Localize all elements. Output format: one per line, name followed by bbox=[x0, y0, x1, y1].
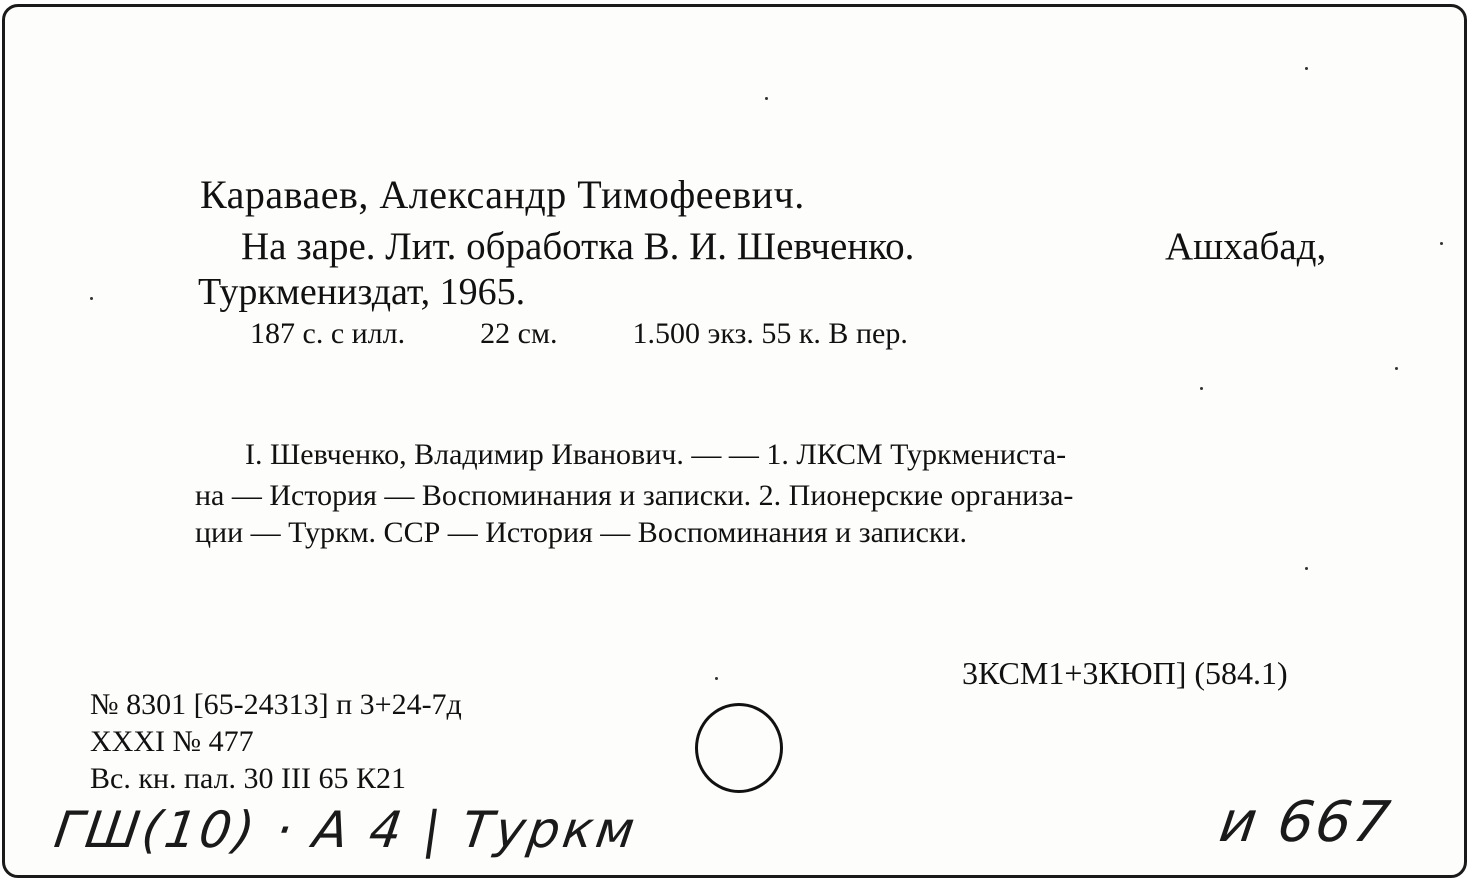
title-line: На заре. Лит. обработка В. И. Шевченко. bbox=[241, 225, 915, 268]
speck bbox=[1395, 367, 1398, 370]
meta-line: Вс. кн. пал. 30 III 65 К21 bbox=[90, 762, 407, 795]
speck bbox=[1440, 242, 1443, 245]
card-heading: Караваев, Александр Тимофеевич. bbox=[200, 172, 805, 217]
pages-text: 187 с. с илл. bbox=[250, 317, 406, 350]
speck bbox=[715, 677, 718, 680]
meta-line: XXXI № 477 bbox=[90, 725, 254, 758]
size-text: 22 см. bbox=[480, 317, 558, 350]
speck bbox=[90, 297, 93, 300]
subject-line: ции — Туркм. ССР — История — Воспоминания и записки. bbox=[195, 516, 968, 549]
catalog-card bbox=[2, 4, 1467, 878]
subject-line: на — История — Воспоминания и записки. 2. Пионерские организа- bbox=[195, 479, 1074, 512]
speck bbox=[1305, 67, 1308, 70]
handwritten-note-right: и 667 bbox=[1215, 790, 1396, 855]
speck bbox=[765, 97, 768, 100]
place-of-publication: Ашхабад, bbox=[1165, 225, 1327, 268]
copies-price-text: 1.500 экз. 55 к. В пер. bbox=[632, 317, 908, 350]
stamp-circle bbox=[695, 703, 783, 793]
physical-description bbox=[250, 319, 908, 349]
speck bbox=[1305, 567, 1308, 570]
subject-line: I. Шевченко, Владимир Иванович. — — 1. ЛКСМ Туркмениста- bbox=[245, 438, 1067, 471]
meta-line: № 8301 [65-24313] п 3+24-7д bbox=[90, 688, 462, 721]
speck bbox=[1200, 387, 1203, 390]
handwritten-note-left: ГШ(10) · А 4 | Туркм bbox=[50, 801, 642, 859]
publisher-line: Туркмениздат, 1965. bbox=[198, 271, 526, 313]
classification-code: 3КСМ1+3КЮП] (584.1) bbox=[962, 655, 1288, 691]
